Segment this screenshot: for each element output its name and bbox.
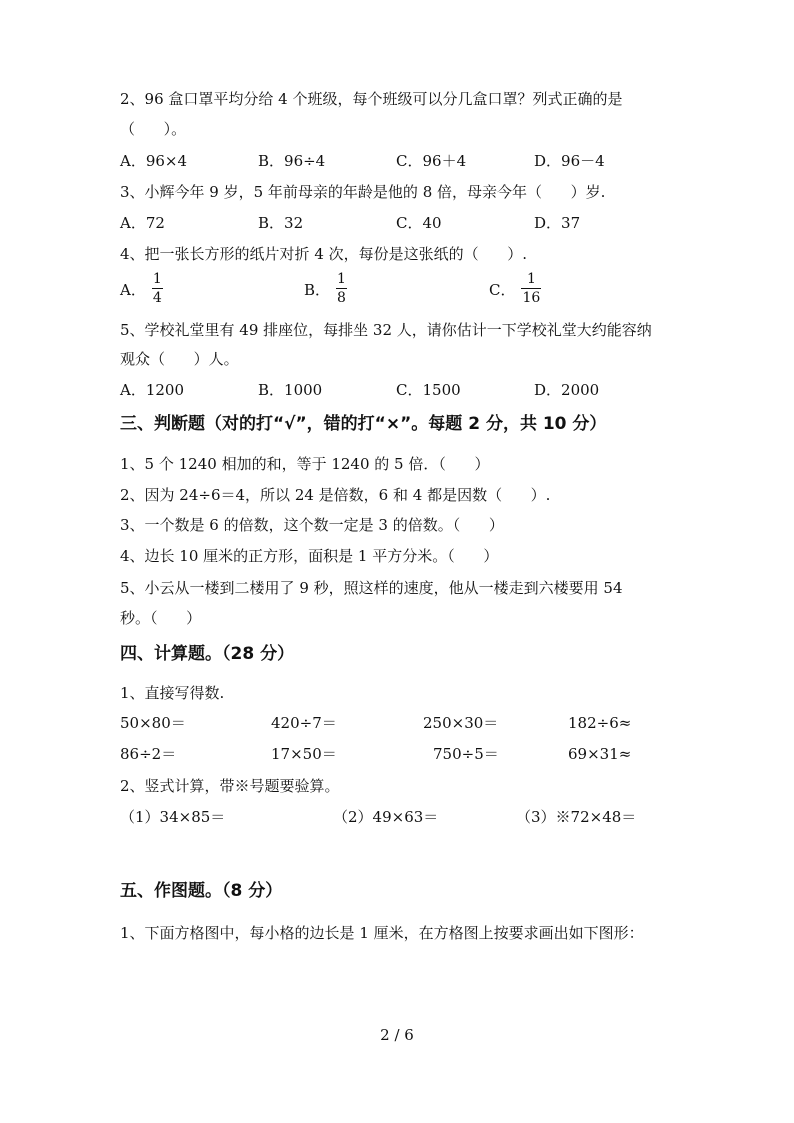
- q4-option-a-fraction: [152, 272, 163, 306]
- q5-option-d: D．2000: [534, 381, 600, 399]
- q5-option-a: A．1200: [120, 381, 185, 399]
- section4-sub1: 1、直接写得数.: [120, 684, 225, 702]
- section3-item-3: 3、一个数是 6 的倍数，这个数一定是 3 的倍数。（ ）: [120, 516, 504, 534]
- fraction-bar: [521, 288, 541, 289]
- page-number: 2 / 6: [380, 1026, 414, 1044]
- q4-option-c-letter: C．: [489, 280, 516, 299]
- q4-option-b-fraction: [336, 272, 347, 306]
- q4-text: 4、把一张长方形的纸片对折 4 次，每份是这张纸的（ ）.: [120, 245, 528, 263]
- calc-r2-c3: 750÷5＝: [433, 745, 499, 763]
- vertical-calc-1: （1）34×85＝: [120, 808, 226, 826]
- q3-option-d: D．37: [534, 214, 581, 232]
- section5-item-1: 1、下面方格图中，每小格的边长是 1 厘米，在方格图上按要求画出如下图形：: [120, 924, 644, 942]
- q4-option-a-letter: A．: [120, 280, 146, 299]
- section3-item-5-cont: 秒。（ ）: [120, 609, 202, 627]
- fraction-bar: [336, 288, 347, 289]
- section5-heading: 五、作图题。（8 分）: [120, 881, 283, 901]
- q2-option-a: A．96×4: [120, 152, 188, 170]
- q4-option-b-letter: B．: [304, 280, 331, 299]
- vertical-calc-2: （2）49×63＝: [333, 808, 439, 826]
- section3-heading: 三、判断题（对的打“√”，错的打“×”。每题 2 分，共 10 分）: [120, 414, 607, 434]
- q5-text-line2: 观众（ ）人。: [120, 350, 239, 368]
- q3-option-c: C．40: [396, 214, 442, 232]
- calc-r1-c2: 420÷7＝: [271, 714, 337, 732]
- q3-option-a: A．72: [120, 214, 165, 232]
- q5-option-b: B．1000: [258, 381, 323, 399]
- fraction-numerator: 1: [337, 271, 346, 287]
- q2-option-c: C．96＋4: [396, 152, 467, 170]
- fraction-numerator: 1: [526, 271, 536, 287]
- q5-text-line1: 5、学校礼堂里有 49 排座位，每排坐 32 人，请你估计一下学校礼堂大约能容纳: [120, 321, 652, 339]
- fraction-denominator: 4: [152, 290, 162, 306]
- q4-option-c-fraction: [521, 272, 541, 306]
- q5-option-c: C．1500: [396, 381, 461, 399]
- section4-sub2: 2、竖式计算，带※号题要验算。: [120, 777, 340, 795]
- q2-text-line1: 2、96 盒口罩平均分给 4 个班级，每个班级可以分几盒口罩？列式正确的是: [120, 90, 623, 108]
- calc-r2-c1: 86÷2＝: [120, 745, 177, 763]
- section4-heading: 四、计算题。（28 分）: [120, 644, 295, 664]
- q2-text-line2: （ ）。: [120, 120, 187, 138]
- calc-r1-c4: 182÷6≈: [568, 714, 632, 732]
- section3-item-5: 5、小云从一楼到二楼用了 9 秒，照这样的速度，他从一楼走到六楼要用 54: [120, 579, 623, 597]
- q2-option-b: B．96÷4: [258, 152, 326, 170]
- q4-option-b: [304, 272, 347, 306]
- vertical-calc-3: （3）※72×48＝: [516, 808, 637, 826]
- calc-r2-c2: 17×50＝: [271, 745, 337, 763]
- q3-option-b: B．32: [258, 214, 304, 232]
- q4-option-c: [489, 272, 541, 306]
- calc-r1-c3: 250×30＝: [423, 714, 499, 732]
- section3-item-4: 4、边长 10 厘米的正方形，面积是 1 平方分米。（ ）: [120, 547, 499, 565]
- q3-text: 3、小辉今年 9 岁，5 年前母亲的年龄是他的 8 倍，母亲今年（ ）岁.: [120, 183, 606, 201]
- q2-option-d: D．96－4: [534, 152, 605, 170]
- fraction-numerator: 1: [152, 271, 162, 287]
- fraction-denominator: 16: [522, 290, 541, 306]
- section3-item-2: 2、因为 24÷6＝4，所以 24 是倍数，6 和 4 都是因数（ ）.: [120, 486, 551, 504]
- fraction-bar: [152, 288, 163, 289]
- section3-item-1: 1、5 个 1240 相加的和，等于 1240 的 5 倍．（ ）: [120, 455, 490, 473]
- calc-r2-c4: 69×31≈: [568, 745, 632, 763]
- q4-option-a: [120, 272, 163, 306]
- calc-r1-c1: 50×80＝: [120, 714, 186, 732]
- fraction-denominator: 8: [337, 290, 346, 306]
